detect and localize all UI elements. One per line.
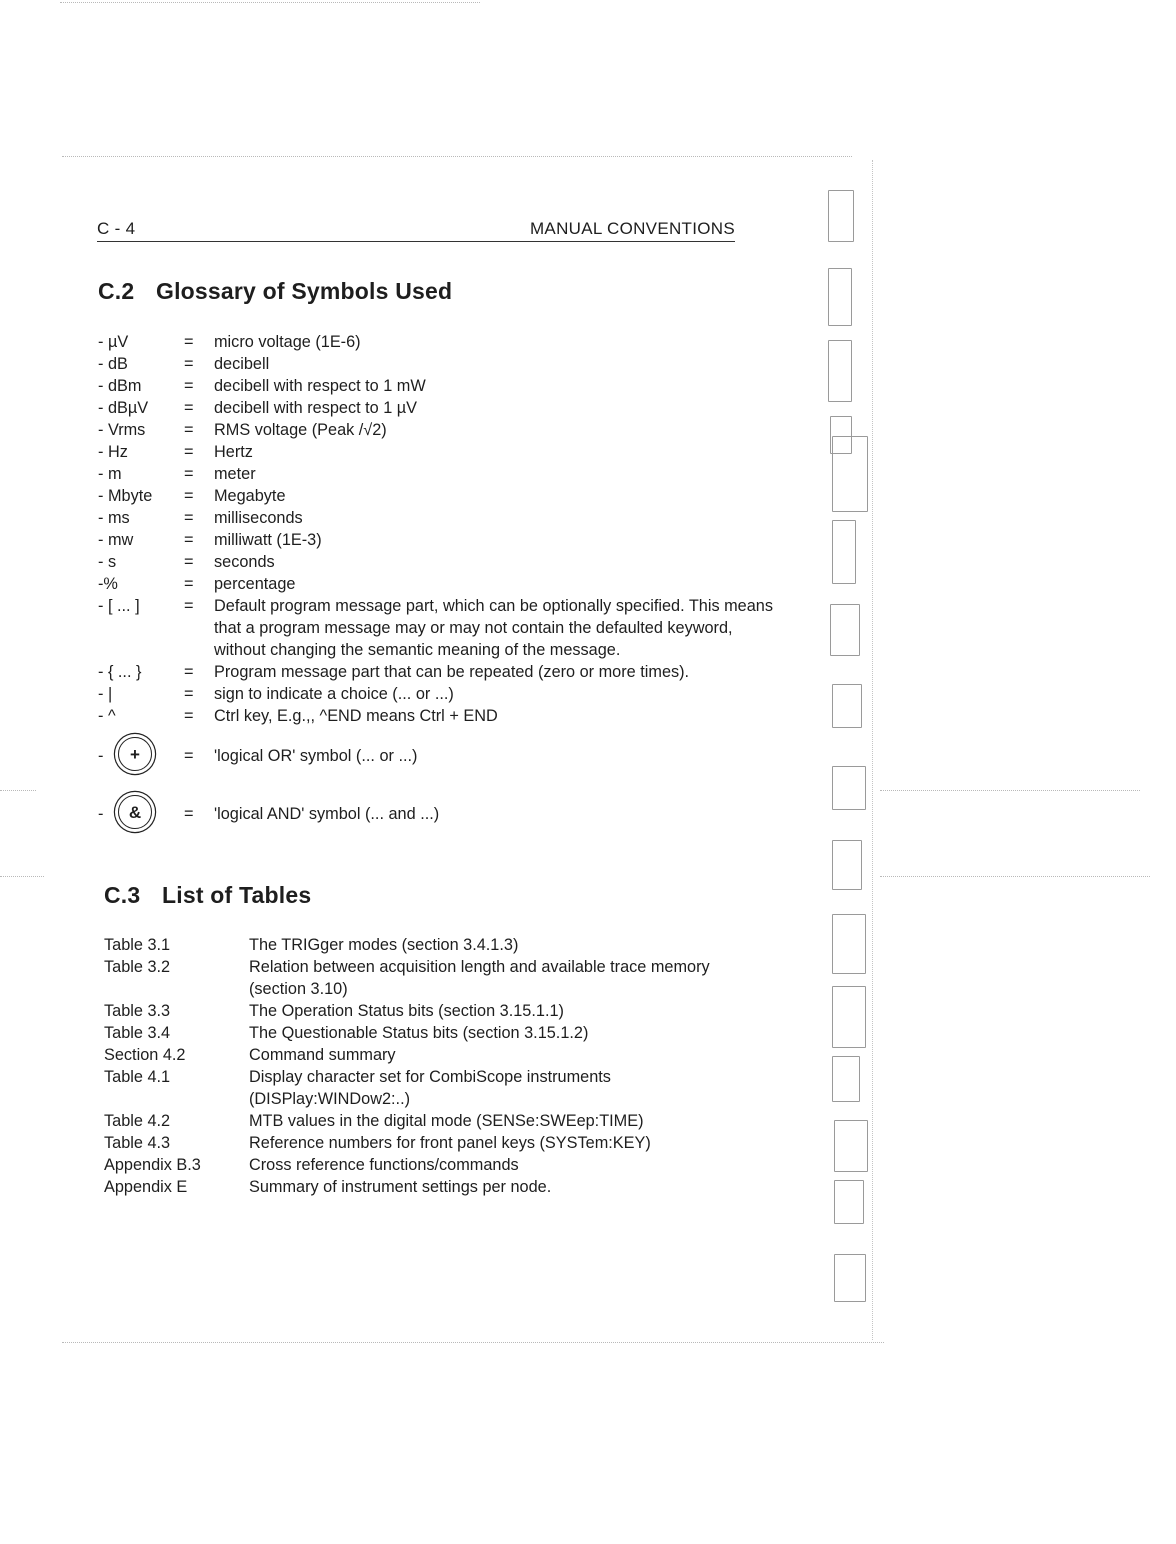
glossary-definition: Default program message part, which can be optionally specified. This means that a program message may or may not contain the defaulted keyword, without changing the semantic meaning of the message. (214, 597, 773, 659)
glossary-symbol: - dBµV (98, 399, 149, 417)
table-ref: Table 4.1 (104, 1068, 171, 1086)
glossary-definition: RMS voltage (Peak /√2) (214, 421, 387, 439)
glossary-entry (98, 573, 778, 595)
glossary-entry (98, 705, 778, 727)
glossary-definition: Ctrl key, E.g.,, ^END means Ctrl + END (214, 707, 498, 725)
page-number: C - 4 (97, 219, 136, 238)
table-ref: Table 3.1 (104, 936, 171, 954)
scan-right-mark (880, 876, 1150, 877)
table-list-entry (104, 1132, 724, 1154)
binder-tab (834, 1180, 864, 1224)
scan-top-edge-line (60, 2, 480, 3)
binder-tab (832, 986, 866, 1048)
glossary-entry (98, 661, 778, 683)
section-heading-tables (104, 882, 311, 909)
table-list-entry (104, 1154, 724, 1176)
equals-sign: = (184, 575, 194, 593)
glossary-symbol: - ^ (98, 707, 116, 725)
scan-page-top-line (62, 156, 852, 157)
glossary-symbol: -% (98, 575, 118, 593)
table-ref: Table 3.3 (104, 1002, 171, 1020)
equals-sign: = (184, 377, 194, 395)
equals-sign: = (184, 663, 194, 681)
table-description: MTB values in the digital mode (SENSe:SWEep:TIME) (249, 1112, 644, 1130)
dash-prefix: - (98, 747, 104, 765)
glossary-entry-circle (98, 735, 778, 793)
table-ref: Table 4.3 (104, 1134, 171, 1152)
glossary-entry (98, 683, 778, 705)
section-title: Glossary of Symbols Used (156, 278, 453, 304)
glossary-list (98, 331, 778, 851)
binder-tab (832, 766, 866, 810)
scan-left-mark (0, 876, 44, 877)
glossary-symbol: - dBm (98, 377, 142, 395)
equals-sign: = (184, 509, 194, 527)
table-description: Summary of instrument settings per node. (249, 1178, 552, 1196)
glossary-entry (98, 507, 778, 529)
scan-binding-edge (872, 160, 873, 1340)
table-ref: Appendix E (104, 1178, 188, 1196)
section-title: List of Tables (162, 882, 312, 908)
dash-prefix: - (98, 805, 104, 823)
glossary-definition: meter (214, 465, 256, 483)
table-description: Command summary (249, 1046, 396, 1064)
glossary-definition: 'logical AND' symbol (... and ...) (214, 805, 440, 823)
glossary-definition: decibell (214, 355, 270, 373)
equals-sign: = (184, 685, 194, 703)
equals-sign: = (184, 531, 194, 549)
table-description: Relation between acquisition length and available trace memory (section 3.10) (249, 958, 710, 998)
glossary-definition: seconds (214, 553, 275, 571)
table-ref: Table 4.2 (104, 1112, 171, 1130)
glossary-symbol: - µV (98, 333, 129, 351)
table-list-entry (104, 1022, 724, 1044)
glossary-symbol: - [ ... ] (98, 597, 140, 615)
glossary-symbol: - Vrms (98, 421, 146, 439)
table-description: The TRIGger modes (section 3.4.1.3) (249, 936, 519, 954)
binder-tab (832, 1056, 860, 1102)
equals-sign: = (184, 487, 194, 505)
equals-sign: = (184, 553, 194, 571)
glossary-definition: Program message part that can be repeated (zero or more times). (214, 663, 690, 681)
table-description: The Questionable Status bits (section 3.15.1.2) (249, 1024, 589, 1042)
table-ref: Table 3.4 (104, 1024, 171, 1042)
equals-sign: = (184, 465, 194, 483)
glossary-definition: 'logical OR' symbol (... or ...) (214, 747, 418, 765)
glossary-definition: decibell with respect to 1 mW (214, 377, 426, 395)
glossary-definition: milliwatt (1E-3) (214, 531, 322, 549)
section-number: C.3 (104, 882, 141, 908)
glossary-entry (98, 485, 778, 507)
table-description: Reference numbers for front panel keys (SYSTem:KEY) (249, 1134, 651, 1152)
glossary-spacer (98, 727, 778, 735)
glossary-definition: Hertz (214, 443, 253, 461)
glossary-definition: milliseconds (214, 509, 303, 527)
glossary-symbol (98, 745, 184, 767)
glossary-symbol: - dB (98, 355, 128, 373)
glossary-entry (98, 353, 778, 375)
glossary-symbol: - Mbyte (98, 487, 153, 505)
table-ref: Appendix B.3 (104, 1156, 201, 1174)
glossary-symbol: - mw (98, 531, 134, 549)
binder-tab (832, 840, 862, 890)
binder-tab (832, 684, 862, 728)
logical-and-circle-icon: & (118, 795, 152, 829)
glossary-entry (98, 551, 778, 573)
equals-sign: = (184, 399, 194, 417)
scan-right-mark (880, 790, 1140, 791)
section-number: C.2 (98, 278, 135, 304)
equals-sign: = (184, 597, 194, 615)
glossary-symbol: - ms (98, 509, 130, 527)
glossary-definition: decibell with respect to 1 µV (214, 399, 418, 417)
table-list-entry (104, 934, 724, 956)
tables-list (104, 934, 724, 1198)
binder-tab (834, 1120, 868, 1172)
binder-tab (832, 520, 856, 584)
glossary-symbol: - m (98, 465, 122, 483)
binder-tab (834, 1254, 866, 1302)
glossary-entry (98, 331, 778, 353)
glossary-symbol: - Hz (98, 443, 128, 461)
binder-tab (832, 436, 868, 512)
binder-tab (828, 190, 854, 242)
table-list-entry (104, 1110, 724, 1132)
equals-sign: = (184, 443, 194, 461)
table-list-entry (104, 1066, 724, 1110)
glossary-definition: Megabyte (214, 487, 286, 505)
table-description: Cross reference functions/commands (249, 1156, 519, 1174)
glossary-entry (98, 463, 778, 485)
glossary-entry (98, 529, 778, 551)
equals-sign: = (184, 747, 194, 765)
glossary-entry (98, 595, 778, 661)
binder-tab (828, 268, 852, 326)
table-ref: Table 3.2 (104, 958, 171, 976)
glossary-entry-circle (98, 793, 778, 851)
binder-tab-strip (826, 180, 872, 1310)
scan-page-bottom-line (62, 1342, 884, 1343)
glossary-entry (98, 375, 778, 397)
table-list-entry (104, 1000, 724, 1022)
glossary-symbol: - s (98, 553, 117, 571)
table-list-entry (104, 1176, 724, 1198)
equals-sign: = (184, 421, 194, 439)
table-list-entry (104, 956, 724, 1000)
equals-sign: = (184, 805, 194, 823)
logical-or-circle-icon: + (118, 737, 152, 771)
glossary-entry (98, 397, 778, 419)
equals-sign: = (184, 707, 194, 725)
binder-tab (828, 340, 852, 402)
section-heading-glossary (98, 278, 452, 305)
running-title: MANUAL CONVENTIONS (529, 219, 735, 238)
equals-sign: = (184, 355, 194, 373)
glossary-definition: sign to indicate a choice (... or ...) (214, 685, 454, 703)
scan-left-mark (0, 790, 36, 791)
glossary-definition: micro voltage (1E-6) (214, 333, 361, 351)
table-list-entry (104, 1044, 724, 1066)
glossary-symbol (98, 803, 184, 825)
glossary-entry (98, 441, 778, 463)
glossary-entry (98, 419, 778, 441)
glossary-symbol: - { ... } (98, 663, 142, 681)
binder-tab (832, 914, 866, 974)
equals-sign: = (184, 333, 194, 351)
glossary-symbol: - | (98, 685, 113, 703)
table-description: Display character set for CombiScope instruments (DISPlay:WINDow2:..) (249, 1068, 611, 1108)
table-ref: Section 4.2 (104, 1046, 186, 1064)
glossary-definition: percentage (214, 575, 296, 593)
binder-tab (830, 604, 860, 656)
page-header (97, 217, 735, 242)
table-description: The Operation Status bits (section 3.15.1.1) (249, 1002, 564, 1020)
